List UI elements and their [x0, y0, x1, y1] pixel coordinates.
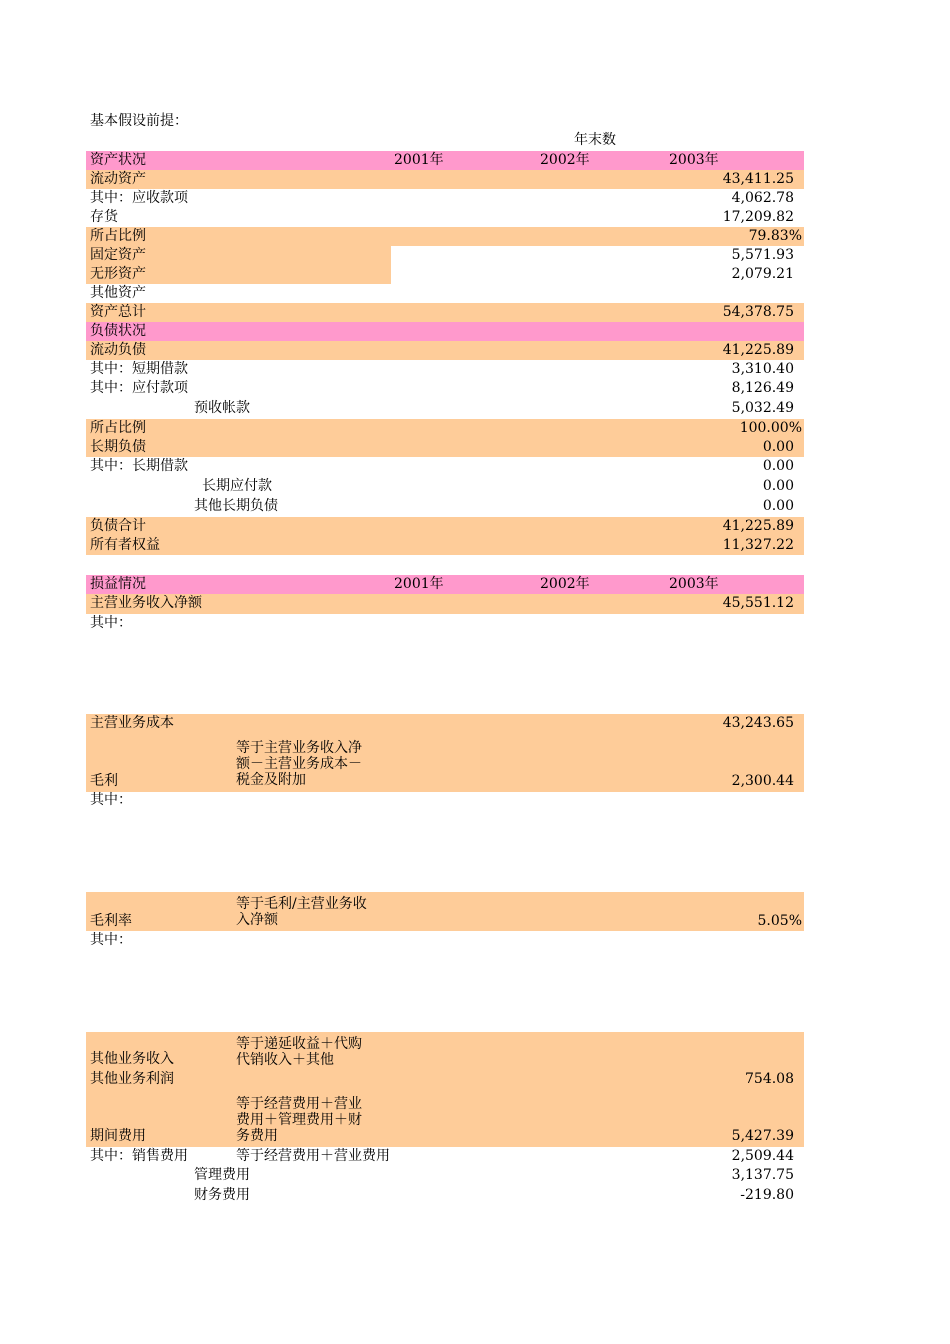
row-value: 2,079.21 [731, 266, 794, 282]
assets-heading-row [86, 151, 804, 170]
row-label: 流动负债 [90, 342, 146, 358]
table-row [86, 1147, 804, 1166]
formula-note: 务费用 [236, 1128, 278, 1144]
row-value: 45,551.12 [722, 595, 794, 611]
table-row [86, 1186, 804, 1205]
table-row [86, 438, 804, 457]
table-row [86, 341, 804, 360]
row-value: 0.00 [762, 439, 794, 455]
row-label: 其中：长期借款 [90, 458, 188, 474]
formula-note: 费用＋管理费用＋财 [236, 1112, 362, 1128]
assets-heading: 资产状况 [90, 152, 146, 168]
row-value: 11,327.22 [722, 537, 794, 553]
row-value: 43,411.25 [722, 171, 794, 187]
row-value: 17,209.82 [722, 209, 794, 225]
page-title: 基本假设前提： [90, 113, 188, 129]
row-value: 0.00 [762, 498, 794, 514]
liabilities-heading-row [86, 322, 804, 341]
income-heading-row [86, 575, 804, 594]
row-label: 主营业务收入净额 [90, 595, 202, 611]
gross-margin-row [86, 892, 804, 931]
formula-note: 等于毛利/主营业务收 [236, 896, 367, 912]
row-value: 100.00% [739, 420, 802, 436]
row-label: 其中：短期借款 [90, 361, 188, 377]
row-value: 5.05% [757, 913, 802, 929]
year-2002: 2002年 [540, 576, 590, 592]
row-label: 其他业务收入 [90, 1051, 174, 1067]
row-label: 固定资产 [90, 247, 146, 263]
table-row [86, 284, 804, 303]
formula-note: 代销收入＋其他 [236, 1052, 334, 1068]
row-label: 所有者权益 [90, 537, 160, 553]
row-value: 2,300.44 [731, 773, 794, 789]
row-value: 0.00 [762, 458, 794, 474]
row-label: 负债合计 [90, 518, 146, 534]
liabilities-heading: 负债状况 [90, 323, 146, 339]
table-row [86, 360, 804, 379]
year-2003: 2003年 [669, 576, 719, 592]
table-row [86, 536, 804, 555]
gross-margin-sub-label: 其中： [90, 932, 132, 948]
formula-note: 等于递延收益＋代购 [236, 1036, 362, 1052]
table-row [86, 303, 804, 322]
formula-note: 等于主营业务收入净 [236, 740, 362, 756]
row-value: 41,225.89 [722, 342, 794, 358]
row-label: 其中：应收款项 [90, 190, 188, 206]
row-label: 毛利率 [90, 913, 132, 929]
row-value: 54,378.75 [722, 304, 794, 320]
row-value: 79.83% [748, 228, 802, 244]
row-label: 其他业务利润 [90, 1071, 174, 1087]
row-label: 其中：销售费用 [90, 1148, 188, 1164]
row-label: 预收帐款 [194, 400, 250, 416]
year-2002: 2002年 [540, 152, 590, 168]
fixed-intangible-block [86, 246, 804, 284]
formula-note: 等于经营费用＋营业费用 [236, 1148, 390, 1164]
table-row [86, 497, 804, 516]
row-label: 存货 [90, 209, 118, 225]
formula-note: 额－主营业务成本－ [236, 756, 362, 772]
table-row [86, 714, 804, 734]
formula-note: 入净额 [236, 912, 278, 928]
row-label: 期间费用 [90, 1128, 146, 1144]
formula-note: 等于经营费用＋营业 [236, 1096, 362, 1112]
row-value: 43,243.65 [722, 715, 794, 731]
row-value: 754.08 [745, 1071, 794, 1087]
row-label: 无形资产 [90, 266, 146, 282]
formula-note: 税金及附加 [236, 772, 306, 788]
table-row [86, 189, 804, 208]
table-row [86, 477, 804, 496]
row-value: 3,137.75 [731, 1167, 794, 1183]
row-value: -219.80 [740, 1187, 794, 1203]
row-label: 资产总计 [90, 304, 146, 320]
row-value: 5,571.93 [731, 247, 794, 263]
revenue-sub-label: 其中： [90, 615, 132, 631]
row-label: 财务费用 [194, 1187, 250, 1203]
row-value: 41,225.89 [722, 518, 794, 534]
table-row [86, 399, 804, 418]
row-label: 所占比例 [90, 228, 146, 244]
table-row [86, 170, 804, 189]
income-heading: 损益情况 [90, 576, 146, 592]
row-value: 4,062.78 [731, 190, 794, 206]
row-value: 2,509.44 [731, 1148, 794, 1164]
row-value: 0.00 [762, 478, 794, 494]
table-row [86, 457, 804, 476]
table-row [86, 594, 804, 614]
row-label: 主营业务成本 [90, 715, 174, 731]
table-row [86, 227, 804, 246]
year-2001: 2001年 [394, 152, 444, 168]
table-row [86, 379, 804, 398]
table-row [86, 1166, 804, 1185]
row-label: 管理费用 [194, 1167, 250, 1183]
row-label: 其他资产 [90, 285, 146, 301]
gross-profit-sub-label: 其中： [90, 792, 132, 808]
row-value: 5,032.49 [731, 400, 794, 416]
row-value: 8,126.49 [731, 380, 794, 396]
row-label: 所占比例 [90, 420, 146, 436]
other-business-block [86, 1032, 804, 1147]
row-label: 长期负债 [90, 439, 146, 455]
row-label: 流动资产 [90, 171, 146, 187]
table-row [86, 419, 804, 438]
row-label: 其他长期负债 [194, 498, 278, 514]
row-value: 5,427.39 [731, 1128, 794, 1144]
row-value: 3,310.40 [731, 361, 794, 377]
row-label: 长期应付款 [202, 478, 272, 494]
year-2003: 2003年 [669, 152, 719, 168]
table-row [86, 208, 804, 227]
year-end-label: 年末数 [574, 132, 616, 148]
row-label: 其中：应付款项 [90, 380, 188, 396]
gross-profit-row [86, 734, 804, 792]
year-2001: 2001年 [394, 576, 444, 592]
table-row [86, 517, 804, 536]
row-label: 毛利 [90, 773, 118, 789]
